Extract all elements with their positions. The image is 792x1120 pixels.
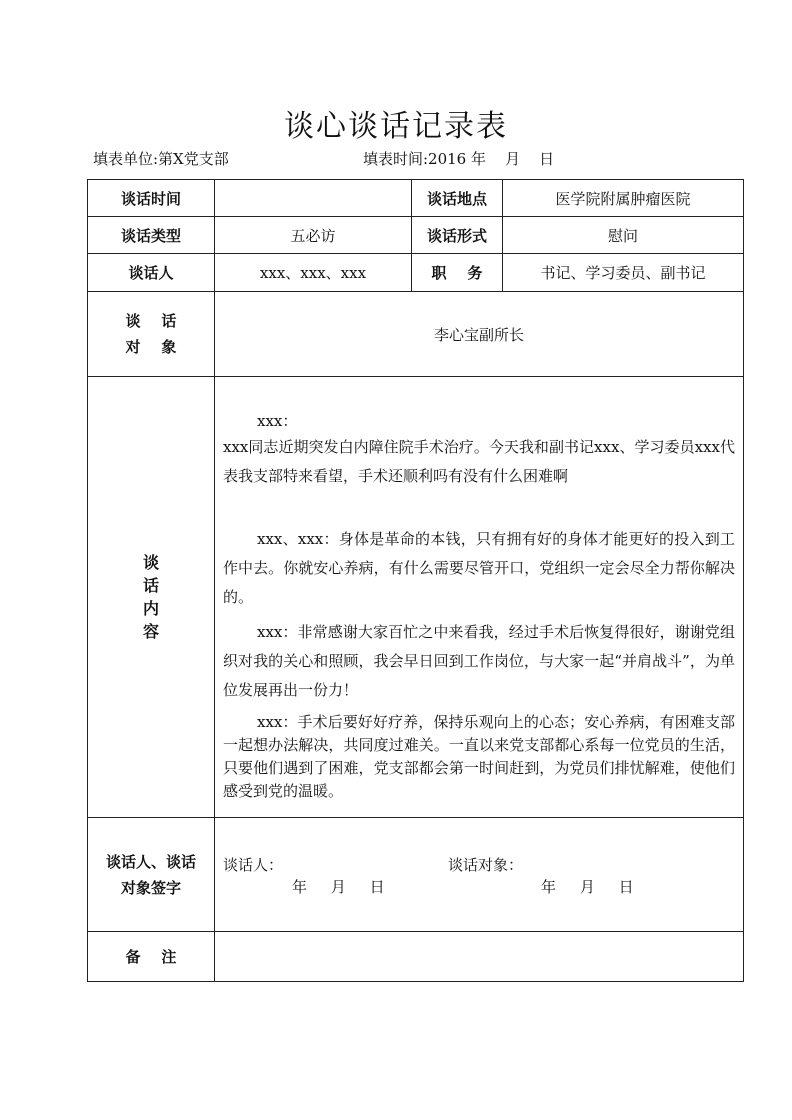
- signature-label: [88, 818, 215, 932]
- content-greeting: xxx：: [257, 412, 298, 430]
- content-label-char: 话: [142, 576, 159, 595]
- table-row: [88, 932, 744, 982]
- content-paragraph-4: xxx：手术后要好好疗养，保持乐观向上的心态；安心养病，有困难支部一起想办法解决，共同度过难关。一直以来党支部都心系每一位党员的生活，只要他们遇到了困难，党支部都会第一时间赶到，为党员们排忧解难，使他们感受到党的温暖。: [223, 713, 735, 800]
- speaker-label: 谈话人: [88, 254, 215, 292]
- talk-time-value[interactable]: [215, 180, 412, 217]
- content-paragraph-2: xxx、xxx：身体是革命的本钱，只有拥有好的身体才能更好的投入到工作中去。你就安心养病，有什么需要尽管开口，党组织一定会尽全力帮你解决的。: [223, 530, 735, 606]
- table-row: [88, 818, 744, 932]
- table-row: [88, 180, 744, 217]
- talk-form-value[interactable]: 慰问: [503, 217, 744, 254]
- speaker-signature-date: 年 月 日: [292, 878, 385, 896]
- record-table: [87, 179, 744, 982]
- talk-object-value[interactable]: 李心宝副所长: [215, 292, 744, 377]
- talk-object-label-line1: 谈 话: [125, 312, 177, 330]
- fill-unit: 填表单位:第X党支部: [93, 150, 229, 168]
- object-signature-date: 年 月 日: [541, 878, 634, 896]
- talk-type-label: 谈话类型: [88, 217, 215, 254]
- talk-place-value[interactable]: 医学院附属肿瘤医院: [503, 180, 744, 217]
- talk-time-label: 谈话时间: [88, 180, 215, 217]
- table-row: [88, 217, 744, 254]
- content-paragraph-1: xxx同志近期突发白内障住院手术治疗。今天我和副书记xxx、学习委员xxx代表我支部特来看望，手术还顺利吗有没有什么困难啊: [223, 438, 735, 485]
- speaker-signature-label: 谈话人：: [223, 856, 284, 874]
- remarks-value[interactable]: [215, 932, 744, 982]
- remarks-label: 备 注: [88, 932, 215, 982]
- content-paragraph-3: xxx：非常感谢大家百忙之中来看我，经过手术后恢复得很好，谢谢党组织对我的关心和照顾，我会早日回到工作岗位，与大家一起“并肩战斗”，为单位发展再出一份力！: [223, 623, 735, 699]
- talk-place-label: 谈话地点: [412, 180, 503, 217]
- talk-content-label: [88, 377, 215, 818]
- talk-object-label: [88, 292, 215, 377]
- content-label-char: 内: [142, 599, 159, 618]
- talk-content-body[interactable]: [215, 377, 744, 818]
- talk-form-label: 谈话形式: [412, 217, 503, 254]
- object-signature-label: 谈话对象：: [448, 856, 524, 874]
- position-value[interactable]: 书记、学习委员、副书记: [503, 254, 744, 292]
- content-label-char: 容: [142, 622, 159, 641]
- talk-type-value[interactable]: 五必访: [215, 217, 412, 254]
- fill-time: 填表时间:2016 年 月 日: [363, 150, 555, 168]
- position-label: 职 务: [412, 254, 503, 292]
- signature-area[interactable]: [215, 818, 744, 932]
- table-row: [88, 292, 744, 377]
- signature-label-line1: 谈话人、谈话: [105, 852, 196, 871]
- signature-label-line2: 对象签字: [120, 878, 181, 897]
- talk-object-label-line2: 对 象: [125, 338, 177, 356]
- content-label-char: 谈: [142, 553, 159, 572]
- table-row: [88, 254, 744, 292]
- table-row: [88, 377, 744, 818]
- page-title: 谈心谈话记录表: [284, 109, 508, 144]
- speaker-value[interactable]: xxx、xxx、xxx: [215, 254, 412, 292]
